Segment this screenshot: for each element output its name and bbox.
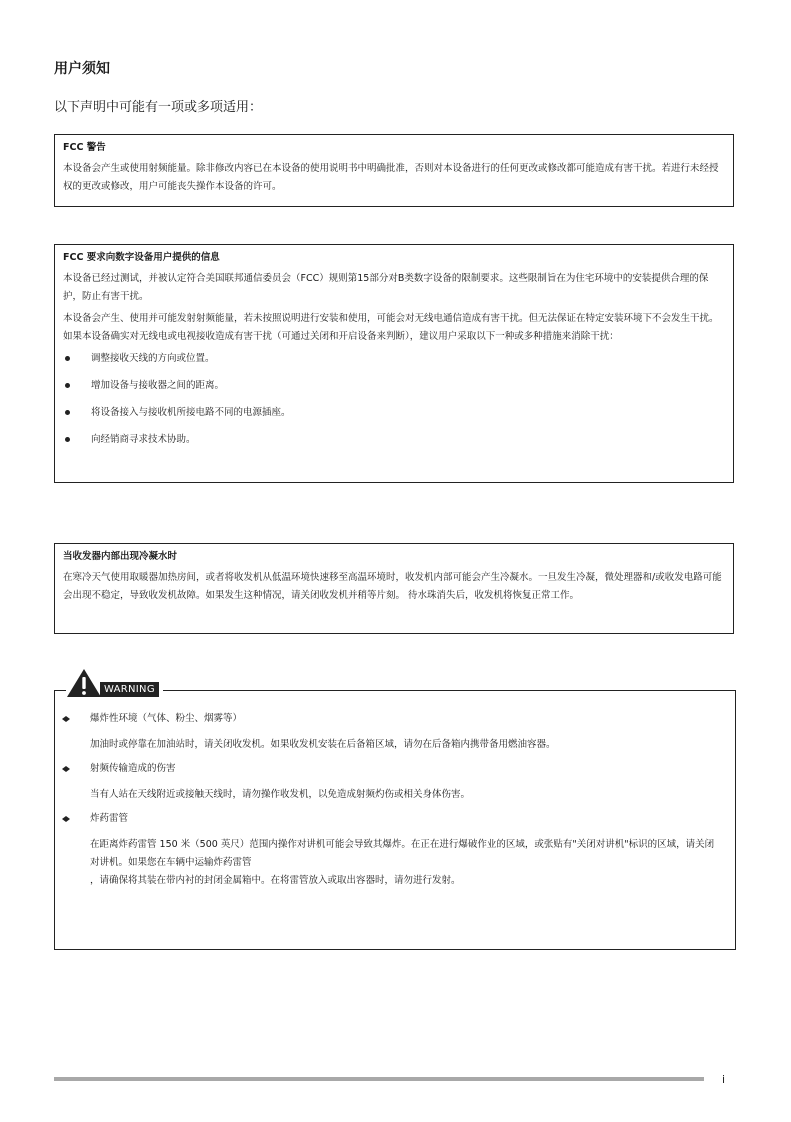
warning-item-body: 在距离炸药雷管 150 米（500 英尺）范围内操作对讲机可能会导致其爆炸。在正在进行爆破作业的区域，或张贴有"关闭对讲机"标识的区域，请关闭对讲机。如果您在车辆中运输炸药雷管 xyxy=(90,839,715,868)
condensation-box xyxy=(54,543,734,634)
fcc-warning-heading: FCC 警告 xyxy=(63,142,106,153)
list-item: 向经销商寻求技术协助。 xyxy=(63,433,725,447)
warning-label: WARNING xyxy=(100,682,159,697)
warning-triangle-icon xyxy=(66,668,102,698)
intro-text: 以下声明中可能有一项或多项适用： xyxy=(54,100,263,115)
warning-badge xyxy=(66,668,163,698)
fcc-warning-text: 本设备会产生或使用射频能量。除非修改内容已在本设备的使用说明书中明确批准，否则对本设备进行的任何更改或修改都可能造成有害干扰。若进行未经授权的更改或修改，用户可能丧失操作本设备的许可。 xyxy=(63,163,719,192)
fcc-info-heading: FCC 要求向数字设备用户提供的信息 xyxy=(63,252,220,263)
condensation-heading: 当收发器内部出现冷凝水时 xyxy=(63,551,178,562)
list-item: 将设备接入与接收机所接电路不同的电源插座。 xyxy=(63,406,725,420)
warning-items xyxy=(62,712,722,898)
warning-item-heading: 爆炸性环境（气体、粉尘、烟雾等） xyxy=(62,712,722,726)
warning-item-body: 当有人站在天线附近或接触天线时，请勿操作收发机，以免造成射频灼伤或相关身体伤害。 xyxy=(90,789,471,800)
footer-rule xyxy=(54,1077,704,1081)
condensation-text: 在寒冷天气使用取暖器加热房间，或者将收发机从低温环境快速移至高温环境时，收发机内部可能会产生冷凝水。一旦发生冷凝，微处理器和/或收发电路可能会出现不稳定，导致收发机故障。如果发生这种情况，请关闭收发机并稍等片刻。 待水珠消失后，收发机将恢复正常工作。 xyxy=(63,572,722,601)
page-number: i xyxy=(722,1073,726,1086)
warning-item-heading: 射频传输造成的伤害 xyxy=(62,762,722,776)
list-item: 调整接收天线的方向或位置。 xyxy=(63,352,725,366)
list-item: 增加设备与接收器之间的距离。 xyxy=(63,379,725,393)
page-title: 用户须知 xyxy=(54,61,110,77)
warning-item-body: 加油时或停靠在加油站时，请关闭收发机。如果收发机安装在后备箱区域，请勿在后备箱内携带备用燃油容器。 xyxy=(90,739,556,750)
interference-measures-list xyxy=(63,352,725,447)
warning-item-heading: 炸药雷管 xyxy=(62,812,722,826)
warning-item-body-continued: ，请确保将其装在带内衬的封闭金属箱中。在将雷管放入或取出容器时，请勿进行发射。 xyxy=(90,875,461,886)
fcc-info-paragraph-2: 本设备会产生、使用并可能发射射频能量，若未按照说明进行安装和使用，可能会对无线电通信造成有害干扰。但无法保证在特定安装环境下不会发生干扰。如果本设备确实对无线电或电视接收造成有害干扰（可通过关闭和开启设备来判断），建议用户采取以下一种或多种措施来消除干扰： xyxy=(63,313,719,342)
fcc-warning-box xyxy=(54,134,734,207)
fcc-info-paragraph-1: 本设备已经过测试，并被认定符合美国联邦通信委员会（FCC）规则第15部分对B类数字设备的限制要求。这些限制旨在为住宅环境中的安装提供合理的保护，防止有害干扰。 xyxy=(63,273,709,302)
fcc-info-box xyxy=(54,244,734,483)
